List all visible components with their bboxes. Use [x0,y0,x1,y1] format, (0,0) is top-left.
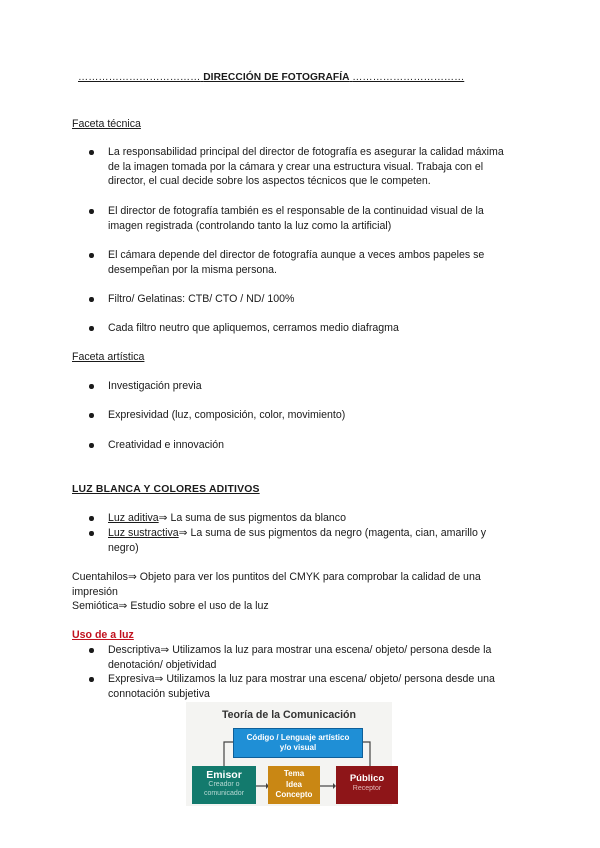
bullet-dot [89,531,94,536]
tecnica-item-1-line-3: director, el cual decide sobre los aspectos técnicos que le competen. [108,175,431,188]
bullet-dot [89,677,94,682]
luz-heading: LUZ BLANCA Y COLORES ADITIVOS [72,484,260,495]
title-right-dots: …………………………… [352,72,465,83]
tecnica-item-1-line-2: de la imagen tomada por la cámara y crear una estructura visual. Trabaja con el [108,160,484,173]
bullet-dot [89,297,94,302]
artistica-item-3: Creatividad e innovación [108,439,225,451]
bullet-dot [89,413,94,418]
uso-heading: Uso de a luz [72,629,134,641]
publico-sub: Receptor [352,785,382,792]
connector-emisor-code [224,742,233,766]
expresiva-line-2: connotación subjetiva [108,687,210,700]
bullet-dot [89,443,94,448]
communication-theory-diagram [186,702,392,806]
aditiva-text: ⇒ La suma de sus pigmentos da blanco [158,512,346,524]
bullet-dot [89,516,94,521]
diagram-title: Teoría de la Comunicación [221,709,357,721]
publico-box [336,766,398,804]
title-left-dots: ……………………………… [78,72,201,83]
publico-label: Público [349,773,385,784]
tecnica-item-4: Filtro/ Gelatinas: CTB/ CTO / ND/ 100% [108,293,295,305]
emisor-label: Emisor [206,769,242,781]
code-line-2: y/o visual [279,743,317,752]
artistica-item-1: Investigación previa [108,380,202,392]
sustractiva-text: ⇒ La suma de sus pigmentos da negro (magenta, cian, amarillo y [178,527,487,539]
tema-label: Tema [283,769,305,778]
sustractiva-term: Luz sustractiva [108,527,179,539]
cuentahilos-line-1: Cuentahilos⇒ Objeto para ver los puntitos del CMYK para comprobar la calidad de una [72,571,481,583]
code-box [233,728,363,758]
page-title [78,72,522,83]
bullet-dot [89,150,94,155]
tecnica-item-3-line-2: desempeñan por la misma persona. [108,263,278,276]
bullet-dot [89,209,94,214]
tecnica-item-5: Cada filtro neutro que apliquemos, cerramos medio diafragma [108,322,399,334]
artistica-item-2: Expresividad (luz, composición, color, movimiento) [108,409,346,421]
code-line-1: Código / Lenguaje artístico [246,733,350,742]
bullet-dot [89,648,94,653]
descriptiva-line-1: Descriptiva⇒ Utilizamos la luz para mostrar una escena/ objeto/ persona desde la [108,644,492,656]
title-text: DIRECCIÓN DE FOTOGRAFÍA [203,72,350,83]
tecnica-item-3-line-1: El cámara depende del director de fotografía aunque a veces ambos papeles se [108,249,485,261]
tecnica-item-2-line-2: imagen registrada (controlando tanto la luz como la artificial) [108,219,392,232]
concepto-label: Concepto [275,790,313,799]
cuentahilos-line-2: impresión [72,585,118,598]
tecnica-item-2-line-1: El director de fotografía también es el responsable de la continuidad visual de la [108,205,484,217]
emisor-box [192,766,256,804]
emisor-sub-1: Creador o [208,781,240,788]
bullet-dot [89,253,94,258]
idea-label: Idea [285,779,302,789]
expresiva-line-1: Expresiva⇒ Utilizamos la luz para mostrar una escena/ objeto/ persona desde una [108,673,495,685]
artistica-heading: Faceta artística [72,351,145,363]
sustractiva-cont: negro) [108,541,139,554]
semiotica-line: Semiótica⇒ Estudio sobre el uso de la luz [72,600,269,613]
tecnica-heading: Faceta técnica [72,118,141,130]
tema-box [268,766,320,804]
tecnica-item-1-line-1: La responsabilidad principal del director de fotografía es asegurar la calidad máxima [108,146,504,158]
bullet-dot [89,326,94,331]
bullet-dot [89,384,94,389]
cuentahilos-text [72,570,481,614]
descriptiva-line-2: denotación/ objetividad [108,658,217,671]
emisor-sub-2: comunicador [203,789,245,797]
aditiva-term: Luz aditiva [108,512,159,524]
